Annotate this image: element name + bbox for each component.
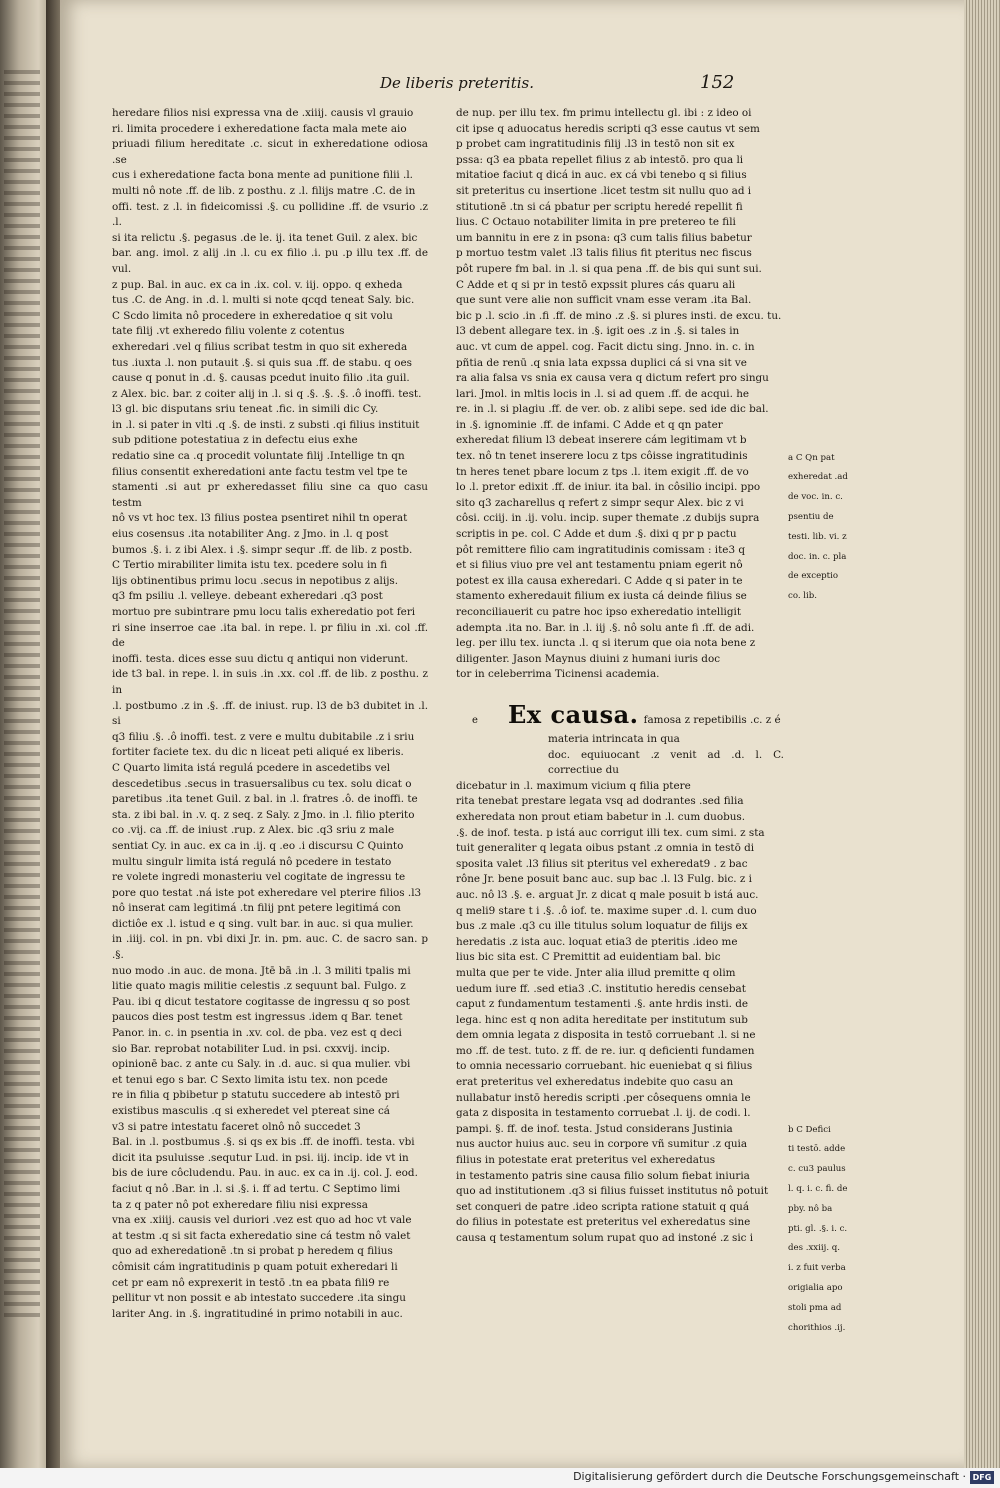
text-line: multi nô note .ff. de lib. z posthu. z .l. filijs matre .C. de in bbox=[112, 184, 416, 197]
text-line: redatio sine ca .q procedit voluntate filij .Intellige tn qn bbox=[112, 450, 405, 463]
text-line: z pup. Bal. in auc. ex ca in .ix. col. v. iij. oppo. q exheda bbox=[112, 278, 403, 291]
text-line: adempta .ita no. Bar. in .l. iij .§. nô solu ante fi .ff. de adi. bbox=[456, 621, 755, 634]
text-line: eius cosensus .ita notabiliter Ang. z Jmo. in .l. q post bbox=[112, 528, 389, 541]
text-line: paretibus .ita tenet Guil. z bal. in .l. fratres .ô. de inoffi. te bbox=[112, 793, 418, 806]
text-line: mortuo pre subintrare pmu locu talis exheredatio pot feri bbox=[112, 606, 416, 618]
marginal-line: i. z fuit verba bbox=[788, 1263, 846, 1274]
text-line: et si filius viuo pre vel ant testamentu pniam egerit nô bbox=[456, 559, 743, 572]
text-line: descedetibus .secus in trasuersalibus cu tex. solu dicat o bbox=[112, 777, 412, 790]
text-line: ra alia falsa vs snia ex causa vera q dictum refert pro singu bbox=[456, 372, 769, 385]
text-line: priuadi filium hereditate .c. sicut in exheredatione odiosa .se bbox=[112, 138, 428, 166]
previous-page-text bbox=[4, 70, 40, 1320]
text-line: z Alex. bic. bar. z coiter alij in .l. si q .§. .§. .§. .ô inoffi. test. bbox=[112, 387, 422, 400]
text-line: sentiat Cy. in auc. ex ca in .ij. q .eo .i discursu C Quinto bbox=[112, 839, 404, 852]
digitization-footer bbox=[0, 1468, 1000, 1488]
text-line: q3 filiu .§. .ô inoffi. test. z vere e multu dubitabile .z i sriu bbox=[112, 730, 415, 743]
text-line: lari. Jmol. in mltis locis in .l. si ad quem .ff. de acqui. he bbox=[456, 387, 750, 400]
marginal-line: psentiu de bbox=[788, 511, 834, 522]
text-line: .l. postbumo .z in .§. .ff. de iniust. rup. l3 de b3 dubitet in .l. si bbox=[112, 699, 428, 728]
text-line: offi. test. z .l. in fideicomissi .§. cu pollidine .ff. de vsurio .z .l. bbox=[112, 200, 428, 229]
marginal-line: stoli pma ad bbox=[788, 1302, 842, 1313]
text-line: Bal. in .l. postbumus .§. si qs ex bis .ff. de inoffi. testa. vbi bbox=[112, 1136, 415, 1149]
funding-credit: Digitalisierung gefördert durch die Deutsche Forschungsgemeinschaft · bbox=[573, 1470, 966, 1483]
text-line: quo ad institutionem .q3 si filius fuisset institutus nô potuit bbox=[456, 1185, 769, 1198]
text-line: Pau. ibi q dicut testatore cogitasse de ingressu q so post bbox=[112, 995, 410, 1008]
text-line: do filius in potestate est preteritus vel exheredatus sine bbox=[456, 1216, 751, 1229]
text-line: p mortuo testm valet .l3 talis filius fit pteritus nec fiscus bbox=[456, 247, 752, 260]
text-line: doc. equiuocant .z venit ad .d. l. C. correctiue du bbox=[548, 748, 784, 777]
text-line: tus .iuxta .l. non putauit .§. si quis sua .ff. de stabu. q oes bbox=[112, 356, 412, 369]
text-line: cit ipse q aduocatus heredis scripti q3 esse cautus vt sem bbox=[456, 122, 760, 135]
text-line: re in filia q pbibetur p statutu succedere ab intestō pri bbox=[112, 1089, 400, 1102]
heading-tail: famosa z repetibilis .c. z é bbox=[643, 714, 781, 726]
text-line: um bannitu in ere z in psona: q3 cum talis filius babetur bbox=[456, 231, 752, 244]
marginal-line: exheredat .ad bbox=[788, 472, 848, 483]
text-line: filius in potestate erat preteritus vel exheredatus bbox=[456, 1154, 716, 1167]
marginal-line: ti testō. adde bbox=[788, 1144, 846, 1155]
text-line: nus auctor huius auc. seu in corpore vñ sumitur .z quia bbox=[456, 1138, 748, 1151]
text-line: existibus masculis .q si exheredet vel ptereat sine cá bbox=[112, 1105, 391, 1117]
text-line: to omnia necessario corruebant. hic eueniebat q si filius bbox=[456, 1060, 753, 1073]
text-line: lega. hinc est q non adita hereditate per institutum sub bbox=[456, 1013, 748, 1026]
marginal-line: co. lib. bbox=[788, 591, 818, 602]
text-line: bus .z male .q3 cu ille titulus solum loquatur de filijs ex bbox=[456, 920, 748, 933]
text-line: quo ad exheredationē .tn si probat p heredem q filius bbox=[112, 1245, 393, 1258]
marginal-line: pti. gl. .§. i. c. bbox=[788, 1223, 848, 1234]
text-line: bis de iure côcludendu. Pau. in auc. ex ca in .ij. col. J. eod. bbox=[112, 1167, 418, 1180]
dfg-logo: DFG bbox=[970, 1471, 994, 1484]
text-line: dem omnia legata z disposita in testō corruebant .l. si ne bbox=[456, 1029, 756, 1042]
marginal-line: pby. nô ba bbox=[788, 1203, 833, 1214]
text-line: tus .C. de Ang. in .d. l. multi si note qcqd teneat Saly. bic. bbox=[112, 294, 415, 307]
left-text-column bbox=[112, 106, 428, 1322]
text-line: leg. per illu tex. iuncta .l. q si iterum que oia nota bene z bbox=[456, 637, 756, 650]
text-line: set conqueri de patre .ideo scripta ratione statuit q quá bbox=[456, 1200, 750, 1213]
text-line: stamenti .si aut pr exheredasset filiu sine ca quo casu testm bbox=[112, 481, 428, 509]
text-line: lariter Ang. in .§. ingratitudiné in primo notabili in auc. bbox=[112, 1307, 403, 1320]
text-line: nô vs vt hoc tex. l3 filius postea psentiret nihil tn operat bbox=[112, 512, 408, 525]
page-edges bbox=[964, 0, 1000, 1468]
text-line: lius bic sita est. C Premittit ad euidentiam bal. bic bbox=[456, 951, 721, 964]
text-line: C Scdo limita nô procedere in exheredatioe q sit volu bbox=[112, 309, 393, 322]
text-line: opinionē bac. z ante cu Saly. in .d. auc. si qua mulier. vbi bbox=[112, 1058, 411, 1071]
text-line: nullabatur instō heredis scripti .per côsequens omnia le bbox=[456, 1091, 751, 1104]
text-line: paucos dies post testm est ingressus .idem q Bar. tenet bbox=[112, 1011, 403, 1024]
text-line: sito q3 zacharellus q refert z simpr sequr Alex. bic z vi bbox=[456, 496, 744, 509]
text-line: ri sine inserroe cae .ita bal. in repe. l. pr filiu in .xi. col .ff. de bbox=[112, 621, 428, 650]
text-line: que sunt vere alie non sufficit vnam esse veram .ita Bal. bbox=[456, 294, 752, 307]
text-line: sta. z ibi bal. in .v. q. z seq. z Saly. z Jmo. in .l. filio pterito bbox=[112, 808, 415, 821]
text-line: re volete ingredi monasteriu vel cogitate de ingressu te bbox=[112, 871, 406, 884]
marginal-line: de exceptio bbox=[788, 571, 839, 582]
text-line: litie quato magis militie celestis .z sequunt bal. Fulgo. z bbox=[112, 980, 406, 993]
text-line: re. in .l. si plagiu .ff. de ver. ob. z alibi sepe. sed ide dic bal. bbox=[456, 403, 769, 416]
text-line: causa q testamentum solum rupat quo ad instoné .z sic i bbox=[456, 1232, 754, 1244]
text-line: erat preteritus vel exheredatus indebite quo casu an bbox=[456, 1076, 734, 1089]
marginal-note-b bbox=[788, 1116, 858, 1342]
marginal-line: l. q. i. c. fi. de bbox=[788, 1183, 848, 1194]
text-line: heredatis .z ista auc. loquat etia3 de pteritis .ideo me bbox=[456, 935, 738, 948]
text-line: bar. ang. imol. z alij .in .l. cu ex filio .i. pu .p illu tex .ff. de vul. bbox=[112, 247, 428, 275]
text-line: in .iiij. col. in pn. vbi dixi Jr. in. pm. auc. C. de sacro san. p .§. bbox=[112, 933, 428, 962]
text-line: tex. nô tn tenet inserere locu z tps côisse ingratitudinis bbox=[456, 450, 748, 463]
text-line: in .§. ignominie .ff. de infami. C Adde et q qn pater bbox=[456, 418, 723, 431]
text-line: sio Bar. reprobat notabiliter Lud. in psi. cxxvij. incip. bbox=[112, 1042, 391, 1055]
heading-word: Ex causa. bbox=[508, 700, 639, 729]
text-line: lius. C Octauo notabiliter limita in pre pretereo te fili bbox=[456, 216, 736, 229]
margin-letter-e: e bbox=[472, 715, 478, 726]
text-line: de nup. per illu tex. fm primu intellectu gl. ibi : z ideo oi bbox=[456, 107, 752, 119]
text-line: heredare filios nisi expressa vna de .xiiij. causis vl grauio bbox=[112, 107, 414, 119]
marginal-line: chorithios .ij. bbox=[788, 1322, 846, 1333]
text-line: dicebatur in .l. maximum vicium q filia ptere bbox=[456, 779, 691, 792]
marginal-line: de voc. in. c. bbox=[788, 492, 843, 503]
text-line: p probet cam ingratitudinis filij .l3 in testō non sit ex bbox=[456, 138, 735, 151]
text-line: diligenter. Jason Maynus diuini z humani iuris doc bbox=[456, 652, 721, 665]
text-line: scriptis in pe. col. C Adde et dum .§. dixi q pr p pactu bbox=[456, 528, 737, 541]
text-line: l3 debent allegare tex. in .§. igit oes .z in .§. si tales in bbox=[456, 325, 740, 338]
text-line: mo .ff. de test. tuto. z ff. de re. iur. q deficienti fundamen bbox=[456, 1044, 755, 1057]
text-line: co .vij. ca .ff. de iniust .rup. z Alex. bic .q3 sriu z male bbox=[112, 824, 395, 837]
text-line: mitatioe faciut q dicá in auc. ex cá vbi tenebo q si filius bbox=[456, 169, 747, 182]
text-line: si ita relictu .§. pegasus .de le. ij. ita tenet Guil. z alex. bic bbox=[112, 231, 418, 244]
previous-page-edge bbox=[0, 0, 48, 1468]
text-line: côsi. cciij. in .ij. volu. incip. super themate .z dubijs supra bbox=[456, 512, 760, 525]
text-line: tor in celeberrima Ticinensi academia. bbox=[456, 668, 660, 681]
text-line: tate filij .vt exheredo filiu volente z cotentus bbox=[112, 325, 345, 338]
text-line: fortiter faciete tex. du dic n liceat peti aliqué ex liberis. bbox=[112, 746, 404, 759]
text-line: nuo modo .in auc. de mona. Jtē bā .in .l. 3 militi tpalis mi bbox=[112, 964, 411, 977]
text-line: exheredari .vel q filius scribat testm in quo sit exhereda bbox=[112, 340, 408, 353]
marginal-line: testi. lib. vi. z bbox=[788, 531, 847, 542]
text-line: in testamento patris sine causa filio solum fiebat iniuria bbox=[456, 1169, 750, 1182]
text-line: gata z disposita in testamento corruebat .l. ij. de codi. l. bbox=[456, 1107, 751, 1120]
text-line: ta z q pater nô pot exheredare filiu nisi expressa bbox=[112, 1198, 368, 1211]
text-line: potest ex illa causa exheredari. C Adde q si pater in te bbox=[456, 574, 743, 587]
text-line: stamento exheredauit filium ex iusta cá deinde filius se bbox=[456, 590, 747, 603]
text-line: materia intrincata in qua bbox=[548, 733, 680, 745]
text-line: ide t3 bal. in repe. l. in suis .in .xx. col .ff. de lib. z posthu. z in bbox=[112, 668, 428, 696]
text-line: et tenui ego s bar. C Sexto limita istu tex. non pcede bbox=[112, 1073, 388, 1086]
text-line: l3 gl. bic disputans sriu teneat .fic. in simili dic Cy. bbox=[112, 403, 379, 416]
text-line: multa que per te vide. Jnter alia illud premitte q olim bbox=[456, 966, 736, 979]
text-line: bic p .l. scio .in .fi .ff. de mino .z .§. si plures insti. de excu. tu. bbox=[456, 309, 782, 322]
text-line: exheredata non prout etiam babetur in .l. cum duobus. bbox=[456, 810, 746, 823]
text-line: lo .l. pretor edixit .ff. de iniur. ita bal. in côsilio incipi. ppo bbox=[456, 481, 761, 494]
text-line: inoffi. testa. dices esse suu dictu q antiqui non viderunt. bbox=[112, 652, 409, 665]
text-line: sub pditione potestatiua z in defectu eius exhe bbox=[112, 434, 358, 447]
text-line: auc. nô l3 .§. e. arguat Jr. z dicat q male posuit b istá auc. bbox=[456, 888, 759, 901]
marginal-line: b C Defici bbox=[788, 1124, 831, 1135]
text-line: ri. limita procedere i exheredatione facta mala mete aio bbox=[112, 122, 407, 135]
text-line: Panor. in. c. in psentia in .xv. col. de pba. vez est q deci bbox=[112, 1027, 402, 1040]
text-line: C Adde et q si pr in testō expssit plures cás quaru ali bbox=[456, 278, 736, 291]
text-line: filius consentit exheredationi ante factu testm vel tpe te bbox=[112, 465, 408, 478]
text-line: C Quarto limita istá regulá pcedere in ascedetibs vel bbox=[112, 761, 391, 774]
marginal-line: doc. in. c. pla bbox=[788, 551, 847, 562]
text-line: in .l. si pater in vlti .q .§. de insti. z substi .qi filius instituit bbox=[112, 418, 420, 431]
text-line: sit preteritus cu insertione .licet testm sit nullu quo ad i bbox=[456, 184, 752, 197]
text-line: multu singulr limita istá regulá nô pcedere in testato bbox=[112, 855, 392, 868]
text-line: pôt remittere filio cam ingratitudinis comissam : ite3 q bbox=[456, 543, 746, 556]
marginal-line: des .xxiij. q. bbox=[788, 1243, 841, 1254]
text-line: pellitur vt non possit e ab intestato succedere .ita singu bbox=[112, 1292, 406, 1305]
text-line: vna ex .xiiij. causis vel duriori .vez est quo ad hoc vt vale bbox=[112, 1214, 412, 1227]
text-line: nô inserat cam legitimá .tn filij pnt petere legitimá con bbox=[112, 902, 401, 915]
text-line: q3 fm psiliu .l. velleye. debeant exheredari .q3 post bbox=[112, 590, 383, 603]
text-line: uedum iure ff. .sed etia3 .C. institutio heredis censebat bbox=[456, 982, 746, 995]
marginal-note-a bbox=[788, 444, 858, 611]
text-line: pñtia de renū .q snia lata expssa duplici cá si vna sit ve bbox=[456, 356, 747, 369]
marginal-line: c. cu3 paulus bbox=[788, 1164, 846, 1175]
running-head: De liberis preteritis. bbox=[380, 74, 534, 92]
text-line: cus i exheredatione facta bona mente ad punitione filii .l. bbox=[112, 169, 413, 182]
text-line: caput z fundamentum testamenti .§. ante hrdis insti. de bbox=[456, 998, 749, 1011]
text-line: dictiôe ex .l. istud e q sing. vult bar. in auc. si qua mulier. bbox=[112, 917, 414, 930]
text-line: rita tenebat prestare legata vsq ad dodrantes .sed filia bbox=[456, 795, 744, 808]
text-line: bumos .§. i. z ibi Alex. i .§. simpr sequr .ff. de lib. z postb. bbox=[112, 543, 413, 556]
right-text-column-top bbox=[456, 106, 782, 683]
section-heading bbox=[508, 700, 788, 729]
text-line: cause q ponut in .d. §. causas pcedut inuito filio .ita guil. bbox=[112, 372, 410, 385]
text-line: sposita valet .l3 filius sit pteritus vel exheredat9 . z bac bbox=[456, 857, 748, 870]
text-line: faciut q nô .Bar. in .l. si .§. i. ff ad tertu. C Septimo limi bbox=[112, 1182, 401, 1195]
text-line: pore quo testat .ná iste pot exheredare vel pterire filios .l3 bbox=[112, 886, 422, 899]
text-line: dicit ita psuluisse .sequtur Lud. in psi. iij. incip. ide vt in bbox=[112, 1151, 409, 1164]
text-line: pôt rupere fm bal. in .l. si qua pena .ff. de bis qui sunt sui. bbox=[456, 262, 762, 275]
text-line: rône Jr. bene posuit banc auc. sup bac .l. l3 Fulg. bic. z i bbox=[456, 873, 753, 886]
text-line: reconciliauerit cu patre hoc ipso exheredatio intelligit bbox=[456, 606, 741, 618]
text-line: stitutionē .tn si cá pbatur per scriptu heredé repellit fi bbox=[456, 200, 743, 213]
text-line: lijs obtinentibus primu locu .secus in nepotibus z alijs. bbox=[112, 574, 399, 587]
text-line: q meli9 stare t i .§. .ô iof. te. maxime super .d. l. cum duo bbox=[456, 904, 757, 917]
text-line: tuit generaliter q legata oibus pstant .z omnia in testō di bbox=[456, 842, 755, 855]
text-line: tn heres tenet pbare locum z tps .l. item exigit .ff. de vo bbox=[456, 465, 749, 478]
text-line: at testm .q si sit facta exheredatio sine cá testm nô valet bbox=[112, 1229, 411, 1242]
text-line: exheredat filium l3 debeat inserere cám legitimam vt b bbox=[456, 434, 747, 447]
text-line: v3 si patre intestatu faceret olnô nô succedet 3 bbox=[112, 1120, 361, 1133]
text-line: cet pr eam nô exprexerit in testō .tn ea pbata fili9 re bbox=[112, 1276, 390, 1289]
text-line: pssa: q3 ea pbata repellet filius z ab intestō. pro qua li bbox=[456, 153, 744, 166]
folio-number: 152 bbox=[700, 72, 735, 93]
marginal-line: a C Qn pat bbox=[788, 452, 835, 463]
text-line: C Tertio mirabiliter limita istu tex. pcedere solu in fi bbox=[112, 559, 388, 572]
right-text-column-bottom bbox=[456, 732, 784, 1247]
text-line: .§. de inof. testa. p istá auc corrigut illi tex. cum simi. z sta bbox=[456, 826, 765, 839]
text-line: auc. vt cum de appel. cog. Facit dictu sing. Jnno. in. c. in bbox=[456, 340, 755, 353]
marginal-line: origialia apo bbox=[788, 1282, 843, 1293]
text-line: cômisit cám ingratitudinis p quam potuit exheredari li bbox=[112, 1260, 398, 1273]
text-line: pampi. §. ff. de inof. testa. Jstud considerans Justinia bbox=[456, 1122, 733, 1135]
